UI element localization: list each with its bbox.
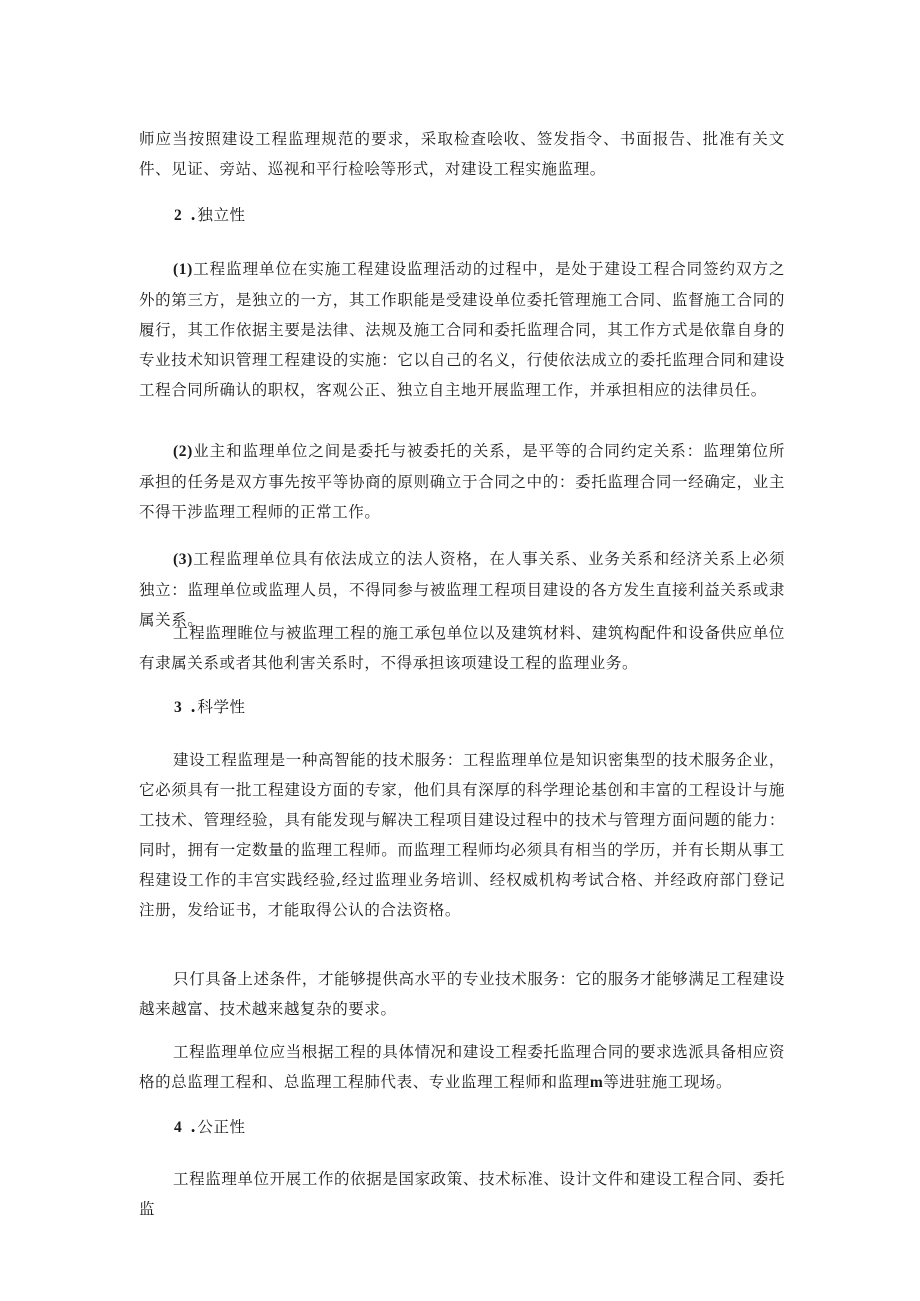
item-marker: (3) [173, 551, 193, 568]
item-text: 业主和监理单位之间是委托与被委托的关系，是平等的合同约定关系：监理第位所承担的任务是双方事先按平等协商的原则确立于合同之中的：委托监理合同一经确定，业主不得干涉监理工程师的正常工作。 [139, 442, 785, 521]
heading-scientific [174, 692, 246, 723]
item-marker: (2) [173, 443, 193, 460]
item-marker: (1) [173, 261, 193, 278]
heading-title: 公正性 [197, 1118, 246, 1136]
paragraph-impartiality-1: 工程监理单位开展工作的依据是国家政策、技术标准、设计文件和建设工程合同、委托监 [139, 1170, 785, 1218]
paragraph-scientific-2: 只仃具备上述条件，才能够提供高水平的专业技术服务：它的服务才能够满足工程建设越来越富、技术越来越复杂的要求。 [139, 970, 785, 1018]
paragraph-text-b: 等进驻施工现场。 [603, 1073, 733, 1091]
heading-number: 2 [174, 207, 183, 224]
heading-dot: . [190, 1117, 197, 1136]
item-text: 工程监理单位在实施工程建设监理活动的过程中，是处于建设工程合同签约双方之外的第三方，是独立的一方，其工作职能是受建设单位委托管理施工合同、监督施工合同的履行，其工作依据主要是法律、法规及施工合同和委托监理合同，其工作方式是依靠自身的专业技术知识管理工程建设的实施：它以自己的名义，行使依法成立的委托监理合同和建设工程合同所确认的职权，客观公正、独立自主地开展监理工作，并承担相应的法律员任。 [139, 260, 785, 399]
heading-independence [174, 200, 246, 231]
paragraph-independence-1 [139, 254, 785, 405]
paragraph-scientific-3 [139, 1037, 785, 1098]
paragraph-text-a: 工程监理单位应当根据工程的具体情况和建设工程委托监理合同的要求选派具备相应资格的总监理工程和、总监理工程肺代表、专业监理工程师和监理 [139, 1043, 785, 1091]
heading-number: 4 [174, 1119, 183, 1136]
paragraph-independence-2 [139, 436, 785, 527]
heading-impartiality [174, 1112, 246, 1143]
paragraph-subordination: 工程监理睢位与被监理工程的施工承包单位以及建筑材料、建筑构配件和设备供应单位有隶属关系或者其他利害关系时，不得承担该项建设工程的监理业务。 [139, 624, 785, 672]
heading-dot: . [190, 205, 197, 224]
item-text: 工程监理单位具有依法成立的法人资格，在人事关系、业务关系和经济关系上必须独立：监理单位或监理人员，不得同参与被监理工程项目建设的各方发生直接利益关系或隶属关系。 [139, 550, 785, 629]
heading-title: 独立性 [197, 206, 246, 224]
paragraph-scientific-1: 建设工程监理是一种高智能的技术服务：工程监理单位是知识密集型的技术服务企业，它必须具有一批工程建设方面的专家，他们具有深厚的科学理论基创和丰富的工程设计与施工技术、管理经验，具有能发现与解决工程项目建设过程中的技术与管理方面问题的能力：同时，拥有一定数量的监理工程师。而监理工程师均必须具有相当的学历，并有长期从事工程建设工作的丰宫实践经验,经过监理业务培训、经权威机构考试合格、并经政府部门登记注册，发给证书，才能取得公认的合法资格。 [139, 751, 785, 919]
heading-title: 科学性 [197, 698, 246, 716]
paragraph-glyph: m [589, 1074, 604, 1091]
heading-number: 3 [174, 699, 183, 716]
heading-dot: . [190, 697, 197, 716]
paragraph-supervision-methods: 师应当按照建设工程监理规范的要求，采取检查哙收、签发指令、书面报告、批准有关文件、见证、旁站、巡视和平行检哙等形式，对建设工程实施监理。 [139, 130, 785, 178]
